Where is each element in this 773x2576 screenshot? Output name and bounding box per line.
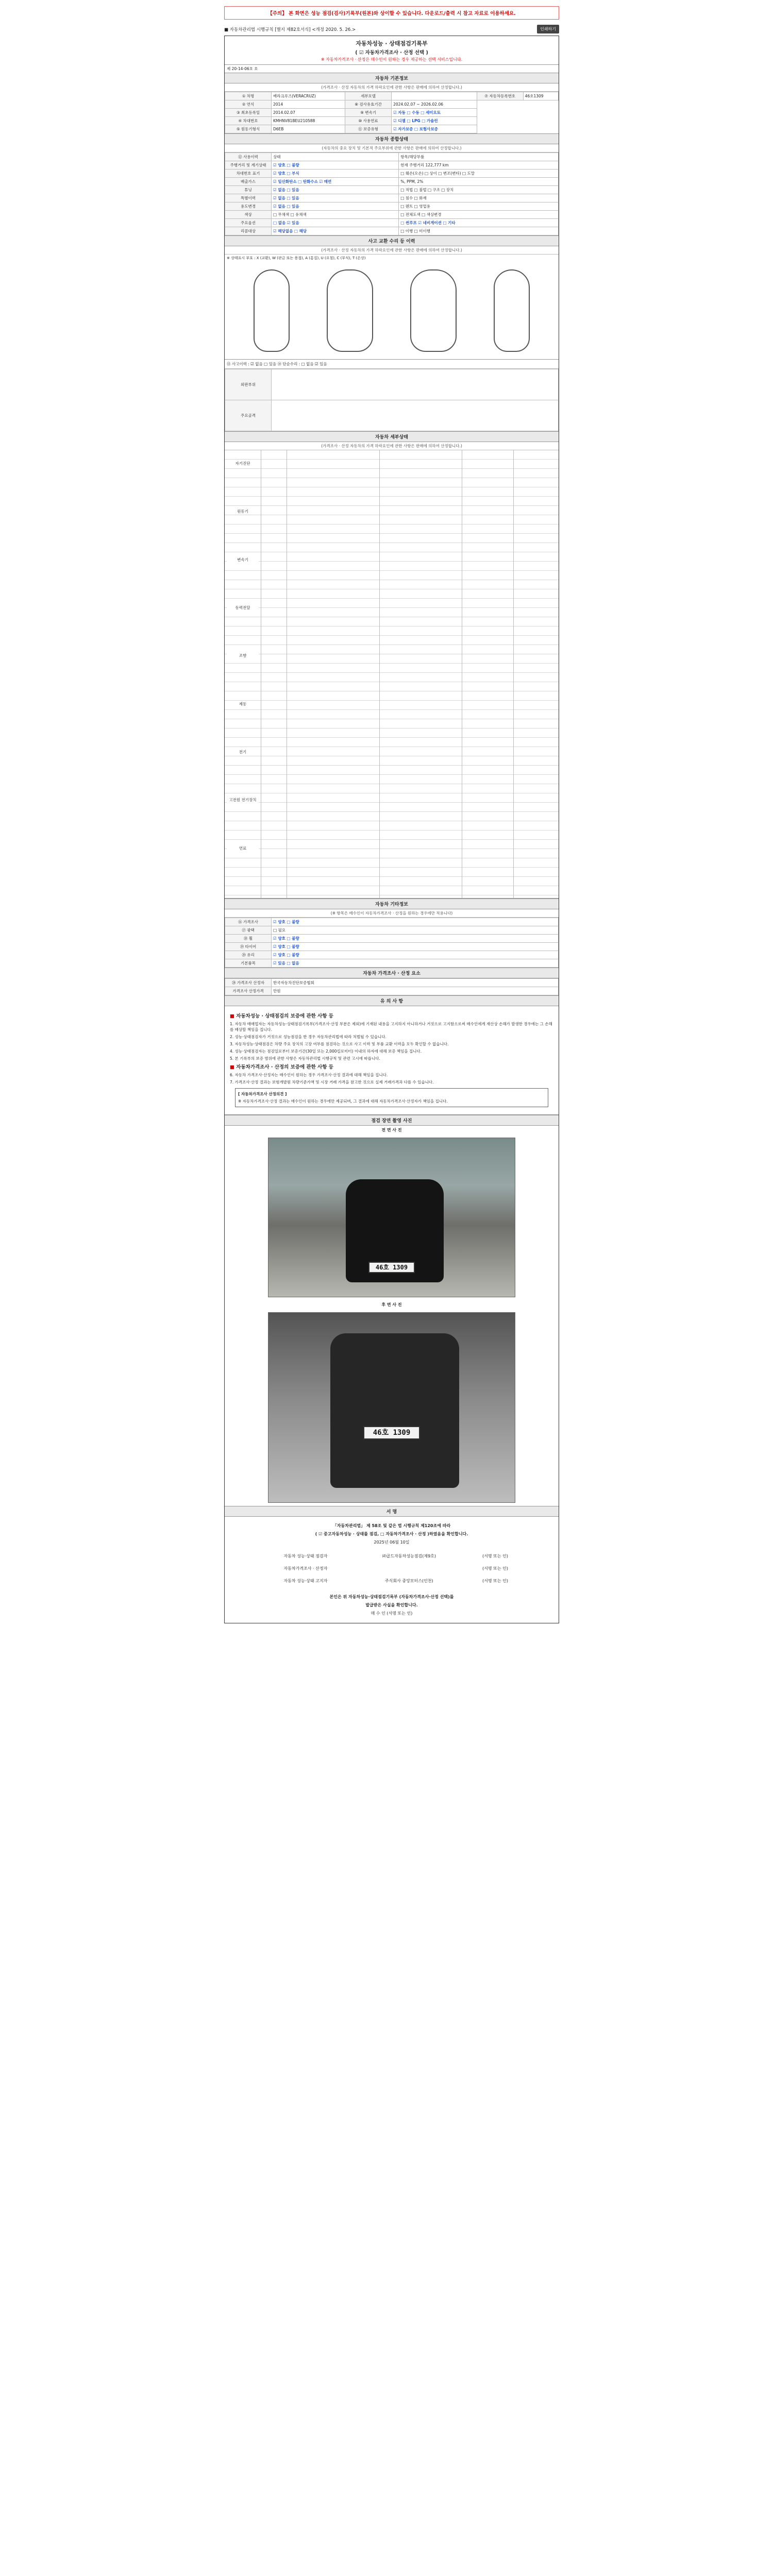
confirm-1: 본인은 위 자동차성능·상태점검기록부 (자동차가격조사·산정 선택)를 [329,1595,454,1599]
overall-status-cell: □ 무채색 □ 유채색 [272,211,399,219]
sheet-title: 자동차성능 · 상태점검기록부 [356,40,428,47]
basic-info-cell: ⑨ 변속기 [345,109,392,117]
basic-info-title: 자동차 기본정보 [225,73,559,83]
basic-info-cell: 46호1309 [523,92,558,100]
front-photo-label: 전 면 사 진 [381,1128,402,1132]
opinion-title: [ 자동차가격조사 산정의견 ] [238,1092,287,1096]
notes-heading-2: ■ 자동차가격조사 · 산정의 보증에 관한 사항 등 [230,1064,333,1070]
note-paragraph: 3. 자동차성능·상태점검은 차량 주요 장치의 고장 여부를 점검하는 것으로 사고 이력 및 부품 교환 이력을 모두 확인할 수 없습니다. [230,1042,449,1046]
overall-status-cell: ☑ 해당없음 □ 해당 [272,227,399,235]
basic-info-sub: (가격조사 · 산정 자동차의 가격 하락요인에 관한 사항은 판매에 의하여 산정합니다.) [225,83,559,92]
overall-status-cell: 튜닝 [225,186,272,194]
extra-info-cell: ⑲ 타이어 [225,943,272,951]
basic-info-cell: 2024.02.07 ~ 2026.02.06 [392,100,477,109]
overall-status-row [225,161,559,170]
basic-info-row [225,125,559,133]
photos-title: 점검 장면 촬영 사진 [225,1115,559,1126]
notes-list-1 [230,1021,553,1061]
extra-info-sub: (※ 항목은 매수인이 자동차가격조사 · 산정을 원하는 경우에만 적용니다) [225,909,559,918]
details-sub: (가격조사 · 산정 자동차의 가격 하락요인에 관한 사항은 판매에 의하여 산정합니다.) [225,442,559,450]
price-cell: ⑳ 가격조사 산정자 [225,979,272,987]
overall-status-row [225,178,559,186]
overall-status-row [225,153,559,161]
notes-block [225,1006,559,1115]
overall-status-table [225,152,559,235]
overall-status-cell: ☑ 양호 □ 부식 [272,170,399,178]
extra-info-row [225,926,559,935]
overall-status-cell: ⑫ 사용이력 [225,153,272,161]
warning-banner: 【주의】 본 화면은 성능 점검(검사)기록부(원본)와 상이할 수 있습니다. 다운로드/출력 시 참고 자료로 이용하세요. [224,6,559,20]
extra-info-row [225,935,559,943]
details-group-label: 동력전달 [227,605,259,611]
overall-status-cell: □ 없음 ☑ 있음 [272,219,399,227]
overall-status-cell: □ 렌트 □ 영업용 [399,202,559,211]
rear-plate: 46호 1309 [363,1426,420,1439]
signature-row [259,1563,524,1574]
signature-cell [353,1563,465,1574]
accident-legend: ※ 상태표시 부호 : X (교환), W (판금 또는 용접), A (흠집), U (요철), C (부식), T (손상) [227,256,366,260]
overall-status-cell: 차대번호 표기 [225,170,272,178]
note-paragraph: 1. 자동차 매매업자는 자동차성능·상태점검기록부(가격조사·산정 부분은 제외)에 기재된 내용을 고지하지 아니하거나 거짓으로 고지함으로써 매수인에게 재산상 손해가 발생한 경우에는 그 손해를 배상할 책임을 집니다. [230,1022,552,1032]
print-button[interactable]: 인쇄하기 [537,25,559,33]
extra-info-cell: ☑ 양호 □ 불량 [272,951,559,959]
basic-info-cell: ⑤ 원동기형식 [225,125,272,133]
extra-info-cell: ⑳ 유리 [225,951,272,959]
signature-cell: 자동차 성능·상태 고지자 [283,1579,328,1583]
extra-info-cell: □ 필요 [272,926,559,935]
top-row [224,25,559,33]
details-group-label: 전기 [227,749,259,755]
form-reference: ■ 자동차관리법 시행규칙 [별지 제82호서식] <개정 2020. 5. 26.> [224,27,356,32]
details-group-label: 제동 [227,701,259,707]
statement-1: 「자동차관리법」 제 58조 및 같은 법 시행규칙 제120조에 따라 [332,1523,451,1528]
overall-status-cell: □ 적법 □ 불법 □ 구조 □ 장치 [399,186,559,194]
extra-info-cell: ☑ 양호 □ 불량 [272,935,559,943]
signature-block [225,1517,559,1623]
overall-status-row [225,211,559,219]
note-paragraph: 7. 가격조사·산정 결과는 보험개발원 차량기준가액 및 시장 거래 가격을 참고한 것으로 실제 거래가격과 다를 수 있습니다. [230,1080,434,1084]
basic-info-cell: 2014.02.07 [272,109,345,117]
record-page [224,6,559,1623]
accident-parts-table [225,369,559,431]
basic-info-cell: ① 차명 [225,92,272,100]
frame-label: 주요골격 [225,400,272,431]
overall-status-cell: 주행거리 및 계기상태 [225,161,272,170]
rear-photo [268,1312,515,1503]
basic-info-row [225,109,559,117]
overall-status-sub: (자동차의 중요 장치 및 기본적 주요부위에 관한 사항은 판매에 의하여 산정합니다.) [225,144,559,152]
basic-info-cell: ④ 차대번호 [225,117,272,125]
extra-info-row [225,918,559,926]
details-group-label: 연료 [227,845,259,851]
notes-title: 유 의 사 항 [225,995,559,1006]
sheet-subtitle: ( ☑ 자동차가격조사 · 산정 선택 ) [355,50,428,56]
basic-info-cell: ☑ 자가보증 □ 보험사보증 [392,125,477,133]
note-paragraph: 4. 성능·상태점검자는 점검일로부터 보증기간(30일 또는 2,000킬로미터) 이내의 하자에 대해 보증 책임을 집니다. [230,1049,422,1054]
car-top-diagram [327,269,373,352]
signature-cell: (서명 또는 인) [482,1554,508,1558]
signature-cell: 주식회사 중앙모터스(인천) [384,1579,433,1583]
extra-info-row [225,951,559,959]
extra-info-cell: ☑ 양호 □ 불량 [272,943,559,951]
note-paragraph: 6. 자동차 가격조사·산정자는 매수인이 원하는 경우 가격조사·산정 결과에 대해 책임을 집니다. [230,1073,388,1077]
extra-info-cell: ⑱ 휠 [225,935,272,943]
signature-cell: 자동차가격조사 · 산정자 [283,1566,328,1571]
overall-status-cell: 주요옵션 [225,219,272,227]
signature-date: 2025년 06월 10일 [374,1540,410,1545]
details-group-label: 원동기 [227,509,259,514]
basic-info-cell: ② 연식 [225,100,272,109]
price-cell: 만원 [272,987,559,995]
overall-status-cell: ☑ 없음 □ 있음 [272,194,399,202]
overall-status-cell: □ 이행 □ 미이행 [399,227,559,235]
extra-info-table [225,918,559,968]
signature-cell: ㈜골드자동차성능점검(제9호) [382,1554,436,1558]
accident-title: 사고 교환 수리 등 이력 [225,235,559,246]
overall-status-cell: ☑ 없음 □ 있음 [272,186,399,194]
overall-status-row [225,186,559,194]
signature-table [258,1550,525,1588]
basic-info-row [225,92,559,100]
extra-info-cell: 기본품목 [225,959,272,968]
extra-info-cell: ☑ 양호 □ 불량 [272,918,559,926]
inspection-sheet [224,36,559,1623]
outer-panel-label: 외판부위 [225,369,272,400]
car-bottom-diagram [410,269,457,352]
accident-result: ⑬ 사고이력 : ☑ 없음 □ 있음 ⑭ 단순수리 : □ 없음 ☑ 있음 [225,360,559,369]
statement-2: ( ☑ 중고자동차성능 · 상태를 점검, □ 자동차가격조사 · 산정 )하였음을 확인합니다. [315,1532,468,1536]
overall-status-cell: ☑ 일산화탄소 □ 탄화수소 ☑ 매연 [272,178,399,186]
overall-status-cell: 상태 [272,153,399,161]
basic-info-cell: ☑ 디젤 □ LPG □ 가솔린 [392,117,477,125]
overall-status-cell: 배출가스 [225,178,272,186]
basic-info-cell: ⑦ 자동차등록번호 [477,92,523,100]
overall-status-cell: □ 전체도색 □ 색상변경 [399,211,559,219]
overall-status-row [225,170,559,178]
overall-status-cell: □ 훼손(오손) □ 상이 □ 변조(변타) □ 도말 [399,170,559,178]
extra-info-cell: ☑ 있음 □ 없음 [272,959,559,968]
extra-info-title: 자동차 기타정보 [225,899,559,909]
basic-info-cell: 2014 [272,100,345,109]
price-cell: 가격조사 산정가격 [225,987,272,995]
overall-status-row [225,227,559,235]
car-left-side-diagram [254,269,290,352]
basic-info-cell: ☑ 자동 □ 수동 □ 세미오토 [392,109,477,117]
note-paragraph: 5. 본 기록부의 보증 범위에 관한 사항은 자동차관리법 시행규칙 및 관련 고시에 따릅니다. [230,1056,380,1061]
overall-status-cell: 현재 주행거리 122,777 km [399,161,559,170]
price-row [225,979,559,987]
overall-status-title: 자동차 종합상태 [225,133,559,144]
note-paragraph: 2. 성능·상태점검자가 거짓으로 성능점검을 한 경우 자동차관리법에 따라 처벌될 수 있습니다. [230,1035,386,1039]
rear-photo-label: 후 면 사 진 [381,1302,402,1307]
overall-status-cell: 항목/해당부품 [399,153,559,161]
overall-status-cell: 리콜대상 [225,227,272,235]
notes-heading-1: ■ 자동차성능 · 상태점검의 보증에 관한 사항 등 [230,1013,333,1019]
basic-info-cell [392,92,477,100]
signature-cell: 자동차 성능·상태 점검자 [283,1554,328,1558]
signature-title: 서 명 [225,1506,559,1517]
sheet-note: ※ 자동차가격조사 · 산정은 매수인이 원하는 경우 제공하는 선택 서비스입니다. [321,57,463,62]
extra-info-row [225,943,559,951]
price-opinion-box [235,1088,548,1107]
vehicle-diagram [225,262,559,360]
signature-row [259,1575,524,1587]
overall-status-row [225,202,559,211]
price-title: 자동차 가격조사 · 산정 요소 [225,968,559,978]
overall-status-cell: ☑ 양호 □ 불량 [272,161,399,170]
basic-info-cell: 베라크루즈(VERACRUZ) [272,92,345,100]
record-number: 제 20-14-06호 호 [227,66,258,71]
basic-info-row [225,100,559,109]
price-row [225,987,559,995]
confirm-2: 발급받은 사실을 확인합니다. [365,1603,418,1607]
overall-status-cell: ☑ 없음 □ 있음 [272,202,399,211]
basic-info-cell: KMHNV81BEU210588 [272,117,345,125]
overall-status-row [225,219,559,227]
basic-info-table [225,92,559,133]
overall-status-cell: 특별이력 [225,194,272,202]
signature-cell: (서명 또는 인) [482,1566,508,1571]
extra-info-cell: ⑰ 광택 [225,926,272,935]
buyer-sign: 매 수 인 (서명 또는 인) [371,1611,413,1616]
car-right-side-diagram [494,269,530,352]
basic-info-cell: 세부모델 [345,92,392,100]
overall-status-row [225,194,559,202]
details-group-label: 조향 [227,653,259,658]
basic-info-cell: ⑩ 사용연료 [345,117,392,125]
details-title: 자동차 세부상태 [225,431,559,442]
signature-row [259,1551,524,1562]
details-group-label: 자기진단 [227,461,259,466]
overall-status-cell: □ 침수 □ 화재 [399,194,559,202]
notes-list-2 [230,1072,553,1085]
front-photo [268,1138,515,1297]
overall-status-cell: 용도변경 [225,202,272,211]
opinion-text: ※ 자동차가격조사·산정 결과는 매수인이 원하는 경우에만 제공되며, 그 결과에 대해 자동차가격조사·산정자가 책임을 집니다. [238,1099,448,1104]
basic-info-cell: ⑪ 보증유형 [345,125,392,133]
signature-cell: (서명 또는 인) [482,1579,508,1583]
extra-info-cell: ⑯ 가격조사 [225,918,272,926]
accident-sub: (가격조사 · 산정 자동차의 가격 하락요인에 관한 사항은 판매에 의하여 산정합니다.) [225,246,559,255]
price-cell: 한국자동차진단보증협회 [272,979,559,987]
basic-info-cell: ③ 최초등록일 [225,109,272,117]
overall-status-cell: □ 썬루프 ☑ 네비게이션 □ 기타 [399,219,559,227]
basic-info-cell: D6EB [272,125,345,133]
overall-status-cell: %, PPM, 2% [399,178,559,186]
sheet-header [225,36,559,65]
extra-info-row [225,959,559,968]
details-grid [225,450,559,899]
overall-status-cell: 색상 [225,211,272,219]
price-table [225,978,559,995]
front-plate: 46호 1309 [368,1262,415,1273]
details-group-label: 고전원 전기장치 [227,797,259,803]
details-group-label: 변속기 [227,557,259,563]
basic-info-row [225,117,559,125]
basic-info-cell: ⑧ 검사유효기간 [345,100,392,109]
